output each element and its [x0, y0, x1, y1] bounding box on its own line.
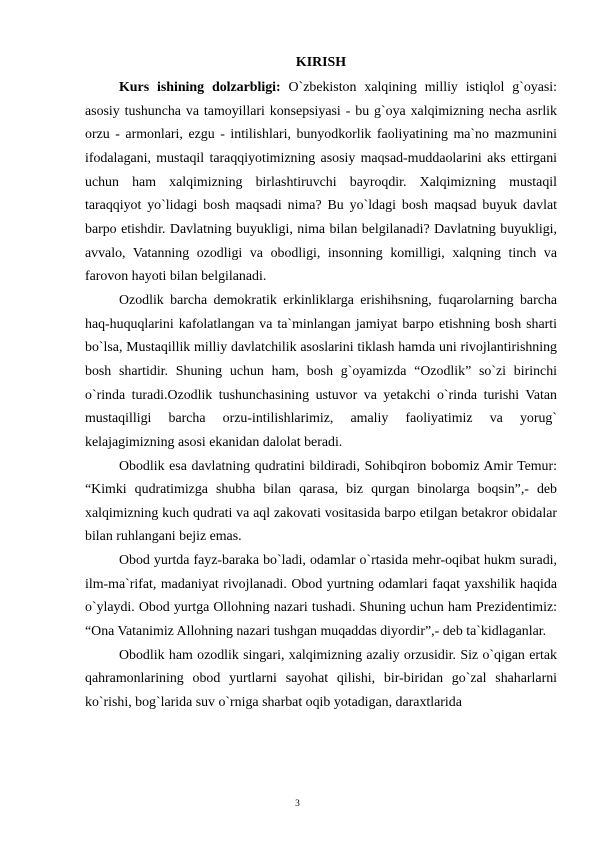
- document-content: [85, 54, 557, 715]
- paragraph-prosperity: [85, 455, 557, 550]
- paragraph-prosperity-dream: [85, 644, 557, 715]
- paragraph-text: Ozodlik barcha demokratik erkinliklarga erishihsning, fuqarolarning barcha haq-huquqlarini kafolatlangan va ta`minlangan jamiyat barpo etishning bosh sharti bo`lsa, Mustaqillik milliy davlatchilik asoslarini tiklash hamda uni rivojlantirishning bosh shartidir. Shuning uchun ham, bosh g`oyamizda “Ozodlik” so`zi birinchi o`rinda turadi.Ozodlik tushunchasining ustuvor va yetakchi o`rinda turishi Vatan mustaqilligi barcha orzu-intilishlarimiz, amaliy faoliyatimiz va yorug` kelajagimizning asosi ekanidan dalolat beradi.: [85, 292, 557, 450]
- paragraph-prosperous-land: [85, 549, 557, 644]
- paragraph-freedom: [85, 289, 557, 455]
- paragraph-relevance: [85, 76, 557, 289]
- paragraph-text: Obodlik esa davlatning qudratini bildiradi, Sohibqiron bobomiz Amir Temur: “Kimki qudratimizga shubha bilan qarasa, biz qurgan binolarga boqsin”,- deb xalqimizning kuch qudrati va aql zakovati vositasida barpo etilgan betakror obidalar bilan ruhlangani bejiz emas.: [85, 458, 557, 545]
- page-number: 3: [295, 799, 300, 809]
- paragraph-text: Obodlik ham ozodlik singari, xalqimizning azaliy orzusidir. Siz o`qigan ertak qahramonlarining obod yurtlarni sayohat qilishi, bir-biridan go`zal shaharlarni ko`rishi, bog`larida suv o`rniga sharbat oqib yotadigan, daraxtlarida: [85, 647, 557, 711]
- paragraph-text: O`zbekiston xalqining milliy istiqlol g`oyasi: asosiy tushuncha va tamoyillari konsepsiyasi - bu g`oya xalqimizning necha asrlik orzu - armonlari, ezgu - intilishlari, bunyodkorlik faoliyatining ma`no mazmunini ifodalagani, mustaqil taraqqiyotimizning asosiy maqsad-muddaolarini aks ettirgani uchun ham xalqimizning birlashtiruvchi bayroqdir. Xalqimizning mustaqil taraqqiyot yo`lidagi bosh maqsadi nima? Bu yo`ldagi bosh maqsad buyuk davlat barpo etishdir. Davlatning buyukligi, nima bilan belgilanadi? Davlatning buyukligi, avvalo, Vatanning ozodligi va obodligi, insonning komilligi, xalqning tinch va farovon hayoti bilan belgilanadi.: [85, 80, 557, 285]
- paragraph-lead: Kurs ishining dolzarbligi:: [119, 80, 281, 95]
- page-title: KIRISH: [295, 55, 347, 70]
- paragraph-text: Obod yurtda fayz-baraka bo`ladi, odamlar o`rtasida mehr-oqibat hukm suradi, ilm-ma`rifat, madaniyat rivojlanadi. Obod yurtning odamlari faqat yaxshilik haqida o`ylaydi. Obod yurtga Ollohning nazari tushadi. Shuning uchun ham Prezidentimiz: “Ona Vatanimiz Allohning nazari tushgan muqaddas diyordir”,- deb ta`kidlaganlar.: [85, 553, 557, 640]
